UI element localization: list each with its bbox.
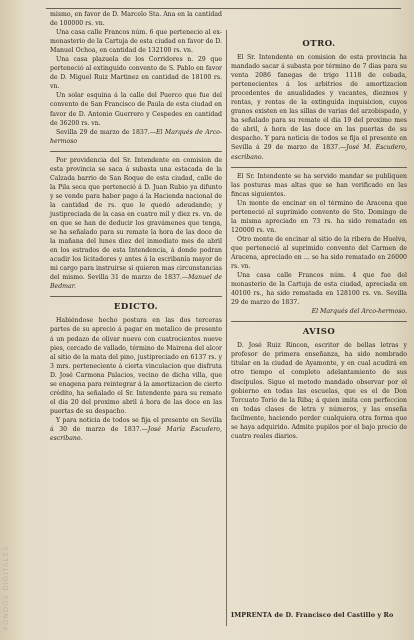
second-body: El Sr. Intendente se ha servido mandar se publiquen las posturas mas altas que se han verificado en las fincas siguientes. [231, 172, 407, 198]
entry-3: Una casa plazuela de los Corridores n. 29 que perteneció al extinguido convento de S. Pablo en favor de D. Miguel Ruiz Martinez en cantidad de 18100 rs. vn. [50, 56, 222, 91]
second-item-3: Una casa calle Francos núm. 4 que fue del monasterio de la Cartuja de esta ciudad, apreciada en 40100 rs., ha sido rematada en 128100 rs. vn. Sevilla 29 de marzo de 1837. [231, 272, 407, 307]
entry-1: mismo, en favor de D. Marcelo Sta. Ana en la cantidad de 100000 rs. vn. [50, 11, 222, 28]
edicto-closing: Y para noticia de todos se fija el presente en Sevilla á 30 de marzo de 1837.—José María Escudero, escribano. [50, 416, 223, 443]
entry-4: Un solar esquina á la calle del Puerco que fue del convento de San Francisco de Paula de esta ciudad en favor de D. Antonio Guerrero y Cespedes en cantidad de 36200 rs. vn. [50, 92, 222, 127]
aviso-heading: AVISO [302, 327, 336, 338]
otro-body: El Sr. Intendente en comision de esta provincia ha mandado sacar á subasta por término de 7 dias para su venta 2086 fanegas de trigo 1118 de cebada, pertenecientes á los arbitrios de amortizacion procedentes de anualidades y vacantes, diezmos y rentas, y rentas de la extinguida inquisicion, cuyos granos existen en las sillas de varias del arzobispado, y ha señalado para su remate el dia 19 del proximo mes de abril, á hora de las doce en las puertas de su despacho. Y para noticia de todos se fija el presente en Sevilla á 29 de marzo de 1837.—José M. Escudero, escribano. [231, 54, 407, 161]
section-separator [50, 296, 222, 297]
archive-watermark: FONDOS DIGITALES [2, 545, 10, 630]
second-item-1: Un monte de encinar en el término de Aracena que perteneció al suprimido convento de Sto. Domingo de la misma apreciado en 73 rs. ha sido rematado en 120000 rs. vn. [231, 199, 407, 234]
second-item-2: Otro monte de encinar al sitio de la ribera de Huelva, que perteneció al suprimido convento del Carmen de Aracena, apreciado en ... se ha sido rematado en 26000 rs. vn. [231, 235, 407, 271]
entry-2: Una casa calle Francos núm. 6 que pertenecio al ex-monasterio de la Cartuja de esta ciudad en favor de D. Manuel Ochoa, en cantidad de 132100 rs. vn. [50, 29, 222, 55]
right-column [231, 39, 407, 441]
notice-body: Por providencia del Sr. Intendente en comision de esta provincia se saca á subasta una estacada de la Calzada barrio de San Roque de esta ciudad, calle de la Pila seca que perteneció á D. Juan Rubio ya difunto y se vende para haber pago á la Hacienda nacional de la cantidad de rs. que le quedó adeudando; y justipreciada de la casa en cuatro mil y diez rs. vn. de en que se han de deducir los gravámenes que tenga, se ha señalado para su remate la hora de las doce de la mañana del lunes diez del inmediato mes de abril en los estrados de esta Intendencia, á donde podran acudir los licitadores y antes á la escribanía mayor de mi cargo para instruirse si quieren mas circunstancias del mismo. Sevilla 31 de marzo de 1837.—Manuel de Bedmar. [50, 156, 222, 291]
imprint-line: IMPRENTA de D. Francisco del Castillo y Ro [231, 611, 394, 619]
second-signature: El Marqués del Arco-hermoso. [311, 308, 407, 316]
otro-heading: OTRO. [302, 39, 336, 49]
section-separator [231, 321, 407, 322]
top-rule [46, 8, 401, 9]
left-column [50, 10, 222, 443]
edicto-heading: EDICTO. [113, 302, 159, 313]
edicto-body: Habiéndose hecho postura en las dos terceras partes de su aprecio á pagar en metalico de presente á un pedazo de olivar nuevo con cuatrocientos nueve pies, cercado de vallado, término de Mairena del alcor al sitio de la mata del pino, justipreciado en 6137 rs. y 3 mrs. perteneciente á cierta vinculacion que disfruta D. José Carmona Palacios, vecino de dicha villa, que se enagena para reintegrar á la amortizacion de cierto crédito, ha señalado el Sr. Intendente para su remate el dia 20 del proximo abril á hora de las doce en las puertas de su despacho. [50, 317, 222, 415]
section-separator [231, 167, 407, 168]
aviso-body: D. José Ruiz Rincon, escritor de bellas letras y profesor de primera enseñanza, ha sido nombrado titular en la ciudad de Ayamonte, y en cual acudirá en otro tiempo el completo adelantamiento de sus discípulos. Sigue el metodo mandado observar por el gobierno en todas las escuelas, que es el de Don Torcuato Torio de la Riba; á quien imita con perfeccion en todas clases de letra y números, y las enseña facilmente, haciendo perder cualquiera otra forma que se haya adquirido. Admite pupilos por el bajo precio de cuatro reales diarios. [231, 342, 407, 440]
section-separator [50, 151, 222, 152]
column-divider [226, 30, 227, 626]
top-signature: Sevilla 29 de marzo de 1837.—El Marqués de Arco-hermoso [50, 128, 222, 145]
